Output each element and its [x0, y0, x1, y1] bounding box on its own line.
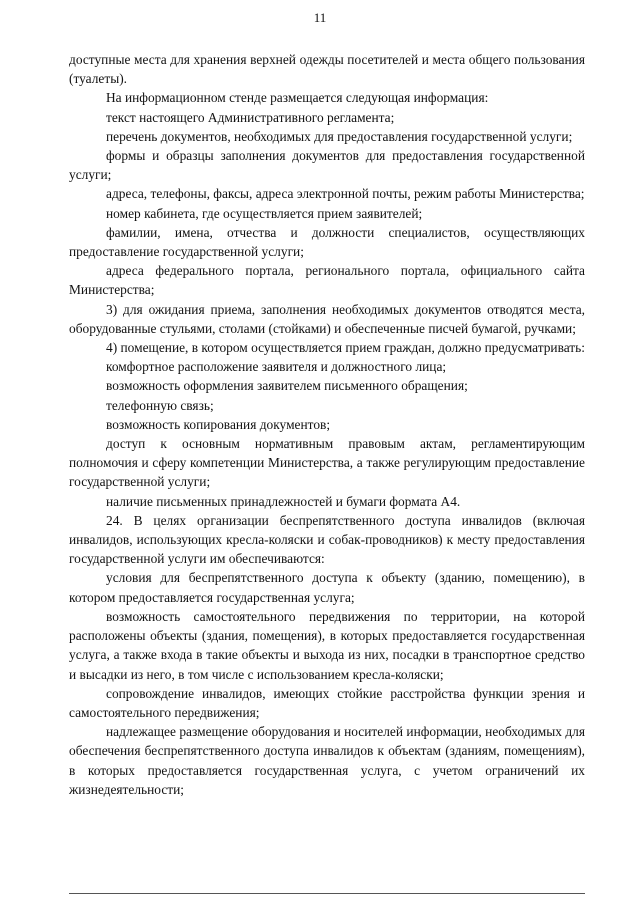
paragraph: перечень документов, необходимых для предоставления государственной услуги;	[106, 128, 573, 144]
paragraph: возможность самостоятельного передвижения по территории, на которой расположены объекты (здания, помещения), в которых предоставляется государственная услуга, а также входа в такие объекты и выхода из них, посадки в транспортное средство и высадки из него, в том числе с использованием кресла-коляски;	[69, 608, 585, 682]
paragraph: возможность копирования документов;	[106, 416, 331, 432]
paragraph: телефонную связь;	[106, 397, 214, 413]
paragraph: комфортное расположение заявителя и должностного лица;	[106, 359, 447, 375]
paragraph: возможность оформления заявителем письменного обращения;	[106, 378, 468, 394]
paragraph: условия для беспрепятственного доступа к объекту (зданию, помещению), в котором предоставляется государственная услуга;	[69, 570, 585, 605]
paragraph: наличие письменных принадлежностей и бумаги формата А4.	[106, 493, 461, 509]
paragraph: 3) для ожидания приема, заполнения необходимых документов отводятся места, оборудованные стульями, столами (стойками) и обеспеченные писчей бумагой, ручками;	[69, 301, 585, 336]
paragraph: надлежащее размещение оборудования и носителей информации, необходимых для обеспечения беспрепятственного доступа инвалидов к объектам (зданиям, помещениям), в которых предоставляется государственная услуга, с учетом ограничений их жизнедеятельности;	[69, 724, 585, 797]
paragraph: доступ к основным нормативным правовым актам, регламентирующим полномочия и сферу компетенции Министерства, а также регулирующим предоставление государственной услуги;	[69, 436, 585, 490]
paragraph: формы и образцы заполнения документов для предоставления государственной услуги;	[69, 148, 585, 183]
paragraph: На информационном стенде размещается следующая информация:	[106, 90, 489, 106]
paragraph: фамилии, имена, отчества и должности специалистов, осуществляющих предоставление государственной услуги;	[69, 224, 585, 260]
paragraph: 24. В целях организации беспрепятственного доступа инвалидов (включая инвалидов, использующих кресла-коляски и собак-проводников) к месту предоставления государственной услуги им обеспечиваются:	[69, 512, 585, 567]
page-number: 11	[313, 10, 327, 25]
paragraph: адреса, телефоны, факсы, адреса электронной почты, режим работы Министерства;	[106, 186, 585, 202]
paragraph: 4) помещение, в котором осуществляется прием граждан, должно предусматривать:	[106, 340, 585, 356]
bottom-rule	[69, 893, 585, 894]
paragraph: адреса федерального портала, регионального портала, официального сайта Министерства;	[69, 263, 585, 298]
paragraph: номер кабинета, где осуществляется прием заявителей;	[106, 205, 423, 221]
paragraph: доступные места для хранения верхней одежды посетителей и места общего пользования (туалеты).	[69, 52, 585, 87]
paragraph: текст настоящего Административного регламента;	[106, 109, 395, 125]
paragraph: сопровождение инвалидов, имеющих стойкие расстройства функции зрения и самостоятельного передвижения;	[69, 685, 585, 720]
document-body	[69, 50, 585, 799]
